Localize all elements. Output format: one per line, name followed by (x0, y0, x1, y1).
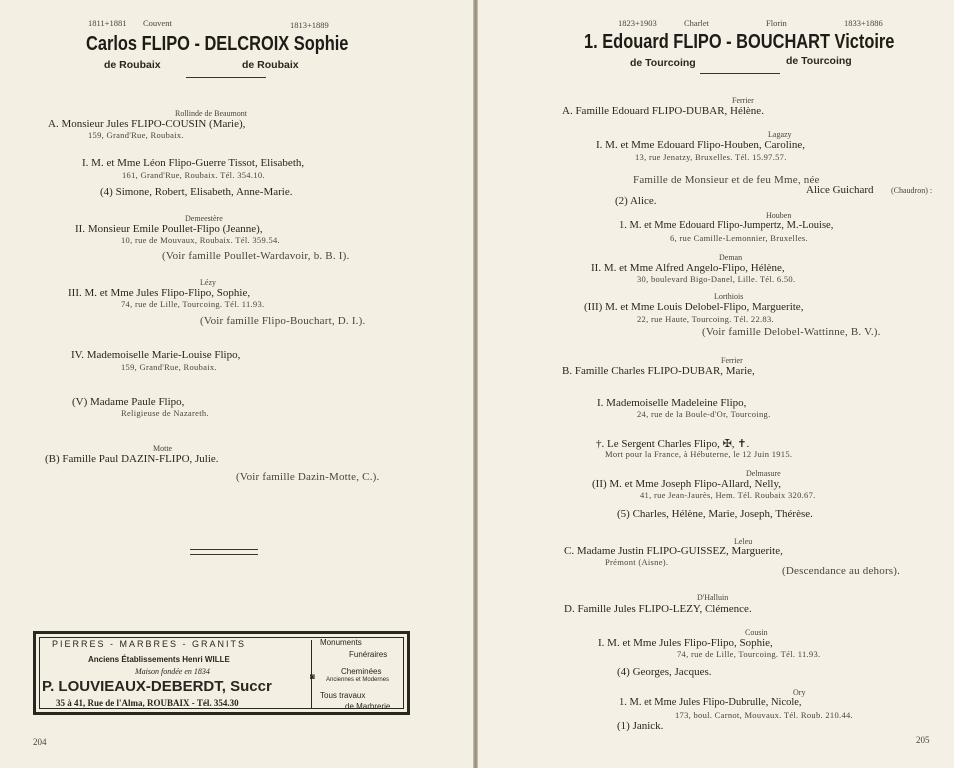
header-left-note: Charlet (684, 18, 710, 28)
entry-above: Houben (766, 211, 792, 220)
entry-above: Leleu (734, 537, 753, 546)
entry-above: Cousin (745, 628, 768, 637)
ad-right-6: de Marbrerie (345, 702, 391, 711)
page-title: 1. Edouard FLIPO - BOUCHART Victoire (584, 31, 895, 53)
page-number: 204 (33, 737, 47, 747)
entry-address: Prémont (Aisne). (605, 557, 669, 567)
entry-address: 6, rue Camille-Lemonnier, Bruxelles. (670, 233, 808, 243)
entry-line: (4) Georges, Jacques. (617, 666, 712, 678)
entry-line: (Voir famille Poullet-Wardavoir, b. B. I). (162, 250, 350, 262)
entry-line: I. M. et Mme Jules Flipo-Flipo, Sophie, (598, 637, 773, 649)
entry-above: Motte (153, 444, 173, 453)
entry-line: C. Madame Justin FLIPO-GUISSEZ, Marguerite, (564, 545, 783, 557)
header-rule (700, 73, 780, 74)
entry-line: D. Famille Jules FLIPO-LEZY, Clémence. (564, 603, 752, 615)
entry-address: 74, rue de Lille, Tourcoing. Tél. 11.93. (121, 299, 265, 309)
entry-line: Famille de Monsieur et de feu Mme, née (633, 174, 820, 186)
ad-founded: Maison fondée en 1834 (135, 667, 210, 676)
ad-address: 35 à 41, Rue de l'Alma, ROUBAIX - Tél. 354.30 (56, 698, 239, 708)
header-place-right: de Tourcoing (786, 55, 852, 67)
entry-line: I. Mademoiselle Madeleine Flipo, (597, 397, 747, 409)
entry-line: B. Famille Charles FLIPO-DUBAR, Marie, (562, 365, 755, 377)
entry-line: (1) Janick. (617, 720, 664, 732)
entry-line: (5) Charles, Hélène, Marie, Joseph, Thérèse. (617, 508, 813, 520)
ad-right-5: Tous travaux (320, 691, 366, 700)
entry-line: II. Monsieur Emile Poullet-Flipo (Jeanne), (75, 223, 263, 235)
entry-above: Ory (793, 688, 806, 697)
entry-above: Ferrier (732, 96, 754, 105)
entry-above: Lézy (200, 278, 216, 287)
entry-address: 24, rue de la Boule-d'Or, Tourcoing. (637, 409, 771, 419)
ad-top-line: PIERRES - MARBRES - GRANITS (52, 639, 247, 649)
header-right-dates: 1813+1889 (290, 20, 329, 30)
entry-line: (Descendance au dehors). (782, 565, 901, 577)
ad-establishment: Anciens Établissements Henri WILLE (88, 655, 230, 664)
entry-address: 161, Grand'Rue, Roubaix. Tél. 354.10. (122, 170, 265, 180)
entry-above: Delmasure (746, 469, 781, 478)
entry-line: 1. M. et Mme Edouard Flipo-Jumpertz, M.-Louise, (619, 220, 834, 231)
ad-emblem-icon: ◙ (310, 672, 315, 681)
section-divider (190, 549, 258, 555)
page-number: 205 (916, 735, 930, 745)
entry-line: I. M. et Mme Léon Flipo-Guerre Tissot, Elisabeth, (82, 157, 305, 169)
entry-address: 10, rue de Mouvaux, Roubaix. Tél. 359.54. (121, 235, 280, 245)
entry-address: 41, rue Jean-Jaurès, Hem. Tél. Roubaix 320.67. (640, 490, 816, 500)
entry-above: Rollinde de Beaumont (175, 109, 247, 118)
header-right-dates: 1833+1886 (844, 18, 883, 28)
entry-line: 1. M. et Mme Jules Flipo-Dubrulle, Nicole, (619, 697, 802, 708)
entry-line: Alice Guichard (806, 184, 874, 196)
entry-line: (II) M. et Mme Joseph Flipo-Allard, Nelly, (592, 478, 782, 490)
left-page (0, 0, 473, 768)
entry-address: 13, rue Jenatzy, Bruxelles. Tél. 15.97.57. (635, 152, 787, 162)
entry-line: (Voir famille Delobel-Wattinne, B. V.). (702, 326, 881, 338)
entry-address: 159, Grand'Rue, Roubaix. (121, 362, 217, 372)
entry-above: Lorthiois (714, 292, 744, 301)
header-left-dates: 1811+1881 (88, 18, 127, 28)
advertisement (33, 631, 410, 715)
header-left-note: Couvent (143, 18, 172, 28)
ad-right-1: Monuments (320, 638, 362, 647)
header-place-left: de Roubaix (104, 59, 161, 71)
entry-above: D'Halluin (697, 593, 729, 602)
entry-line: I. M. et Mme Edouard Flipo-Houben, Caroline, (596, 139, 805, 151)
header-left-dates: 1823+1903 (618, 18, 657, 28)
ad-right-4: Anciennes et Modernes (326, 677, 390, 683)
entry-line: IV. Mademoiselle Marie-Louise Flipo, (71, 349, 241, 361)
entry-above: Ferrier (721, 356, 743, 365)
entry-above: Deman (719, 253, 743, 262)
page-title: Carlos FLIPO - DELCROIX Sophie (86, 33, 349, 55)
right-page (478, 0, 954, 768)
ad-company-name: P. LOUVIEAUX-DEBERDT, Succr (42, 678, 272, 695)
entry-line: (III) M. et Mme Louis Delobel-Flipo, Marguerite, (584, 301, 804, 313)
entry-line: A. Monsieur Jules FLIPO-COUSIN (Marie), (48, 118, 246, 130)
entry-line: (2) Alice. (615, 195, 657, 207)
entry-address: Religieuse de Nazareth. (121, 408, 209, 418)
entry-line: (4) Simone, Robert, Elisabeth, Anne-Marie. (100, 186, 293, 198)
entry-line: †. Le Sergent Charles Flipo, ✠, ✝. (596, 438, 750, 450)
header-place-right: de Roubaix (242, 59, 299, 71)
ad-right-3: Cheminées (341, 667, 382, 676)
entry-line: III. M. et Mme Jules Flipo-Flipo, Sophie, (68, 287, 251, 299)
header-place-left: de Tourcoing (630, 57, 696, 69)
entry-address: 173, boul. Carnot, Mouvaux. Tél. Roub. 210.44. (675, 710, 853, 720)
header-right-note: Florin (766, 18, 787, 28)
header-rule (186, 77, 266, 78)
entry-note: (Chaudron) : (891, 186, 933, 195)
entry-address: 22, rue Haute, Tourcoing. Tél. 22.83. (637, 314, 774, 324)
entry-address: 159, Grand'Rue, Roubaix. (88, 130, 184, 140)
entry-line: II. M. et Mme Alfred Angelo-Flipo, Hélène, (591, 262, 785, 274)
entry-line: (V) Madame Paule Flipo, (72, 396, 185, 408)
entry-address: 74, rue de Lille, Tourcoing. Tél. 11.93. (677, 649, 821, 659)
entry-line: (B) Famille Paul DAZIN-FLIPO, Julie. (45, 453, 219, 465)
entry-above: Demeestère (185, 214, 223, 223)
ad-right-2: Funéraires (349, 650, 388, 659)
entry-address: 30, boulevard Bigo-Danel, Lille. Tél. 6.50. (637, 274, 796, 284)
entry-line: (Voir famille Flipo-Bouchart, D. I.). (200, 315, 366, 327)
entry-address: Mort pour la France, à Hébuterne, le 12 Juin 1915. (605, 449, 793, 459)
entry-above: Lagazy (768, 130, 792, 139)
entry-line: A. Famille Edouard FLIPO-DUBAR, Hélène. (562, 105, 764, 117)
entry-line: (Voir famille Dazin-Motte, C.). (236, 471, 380, 483)
